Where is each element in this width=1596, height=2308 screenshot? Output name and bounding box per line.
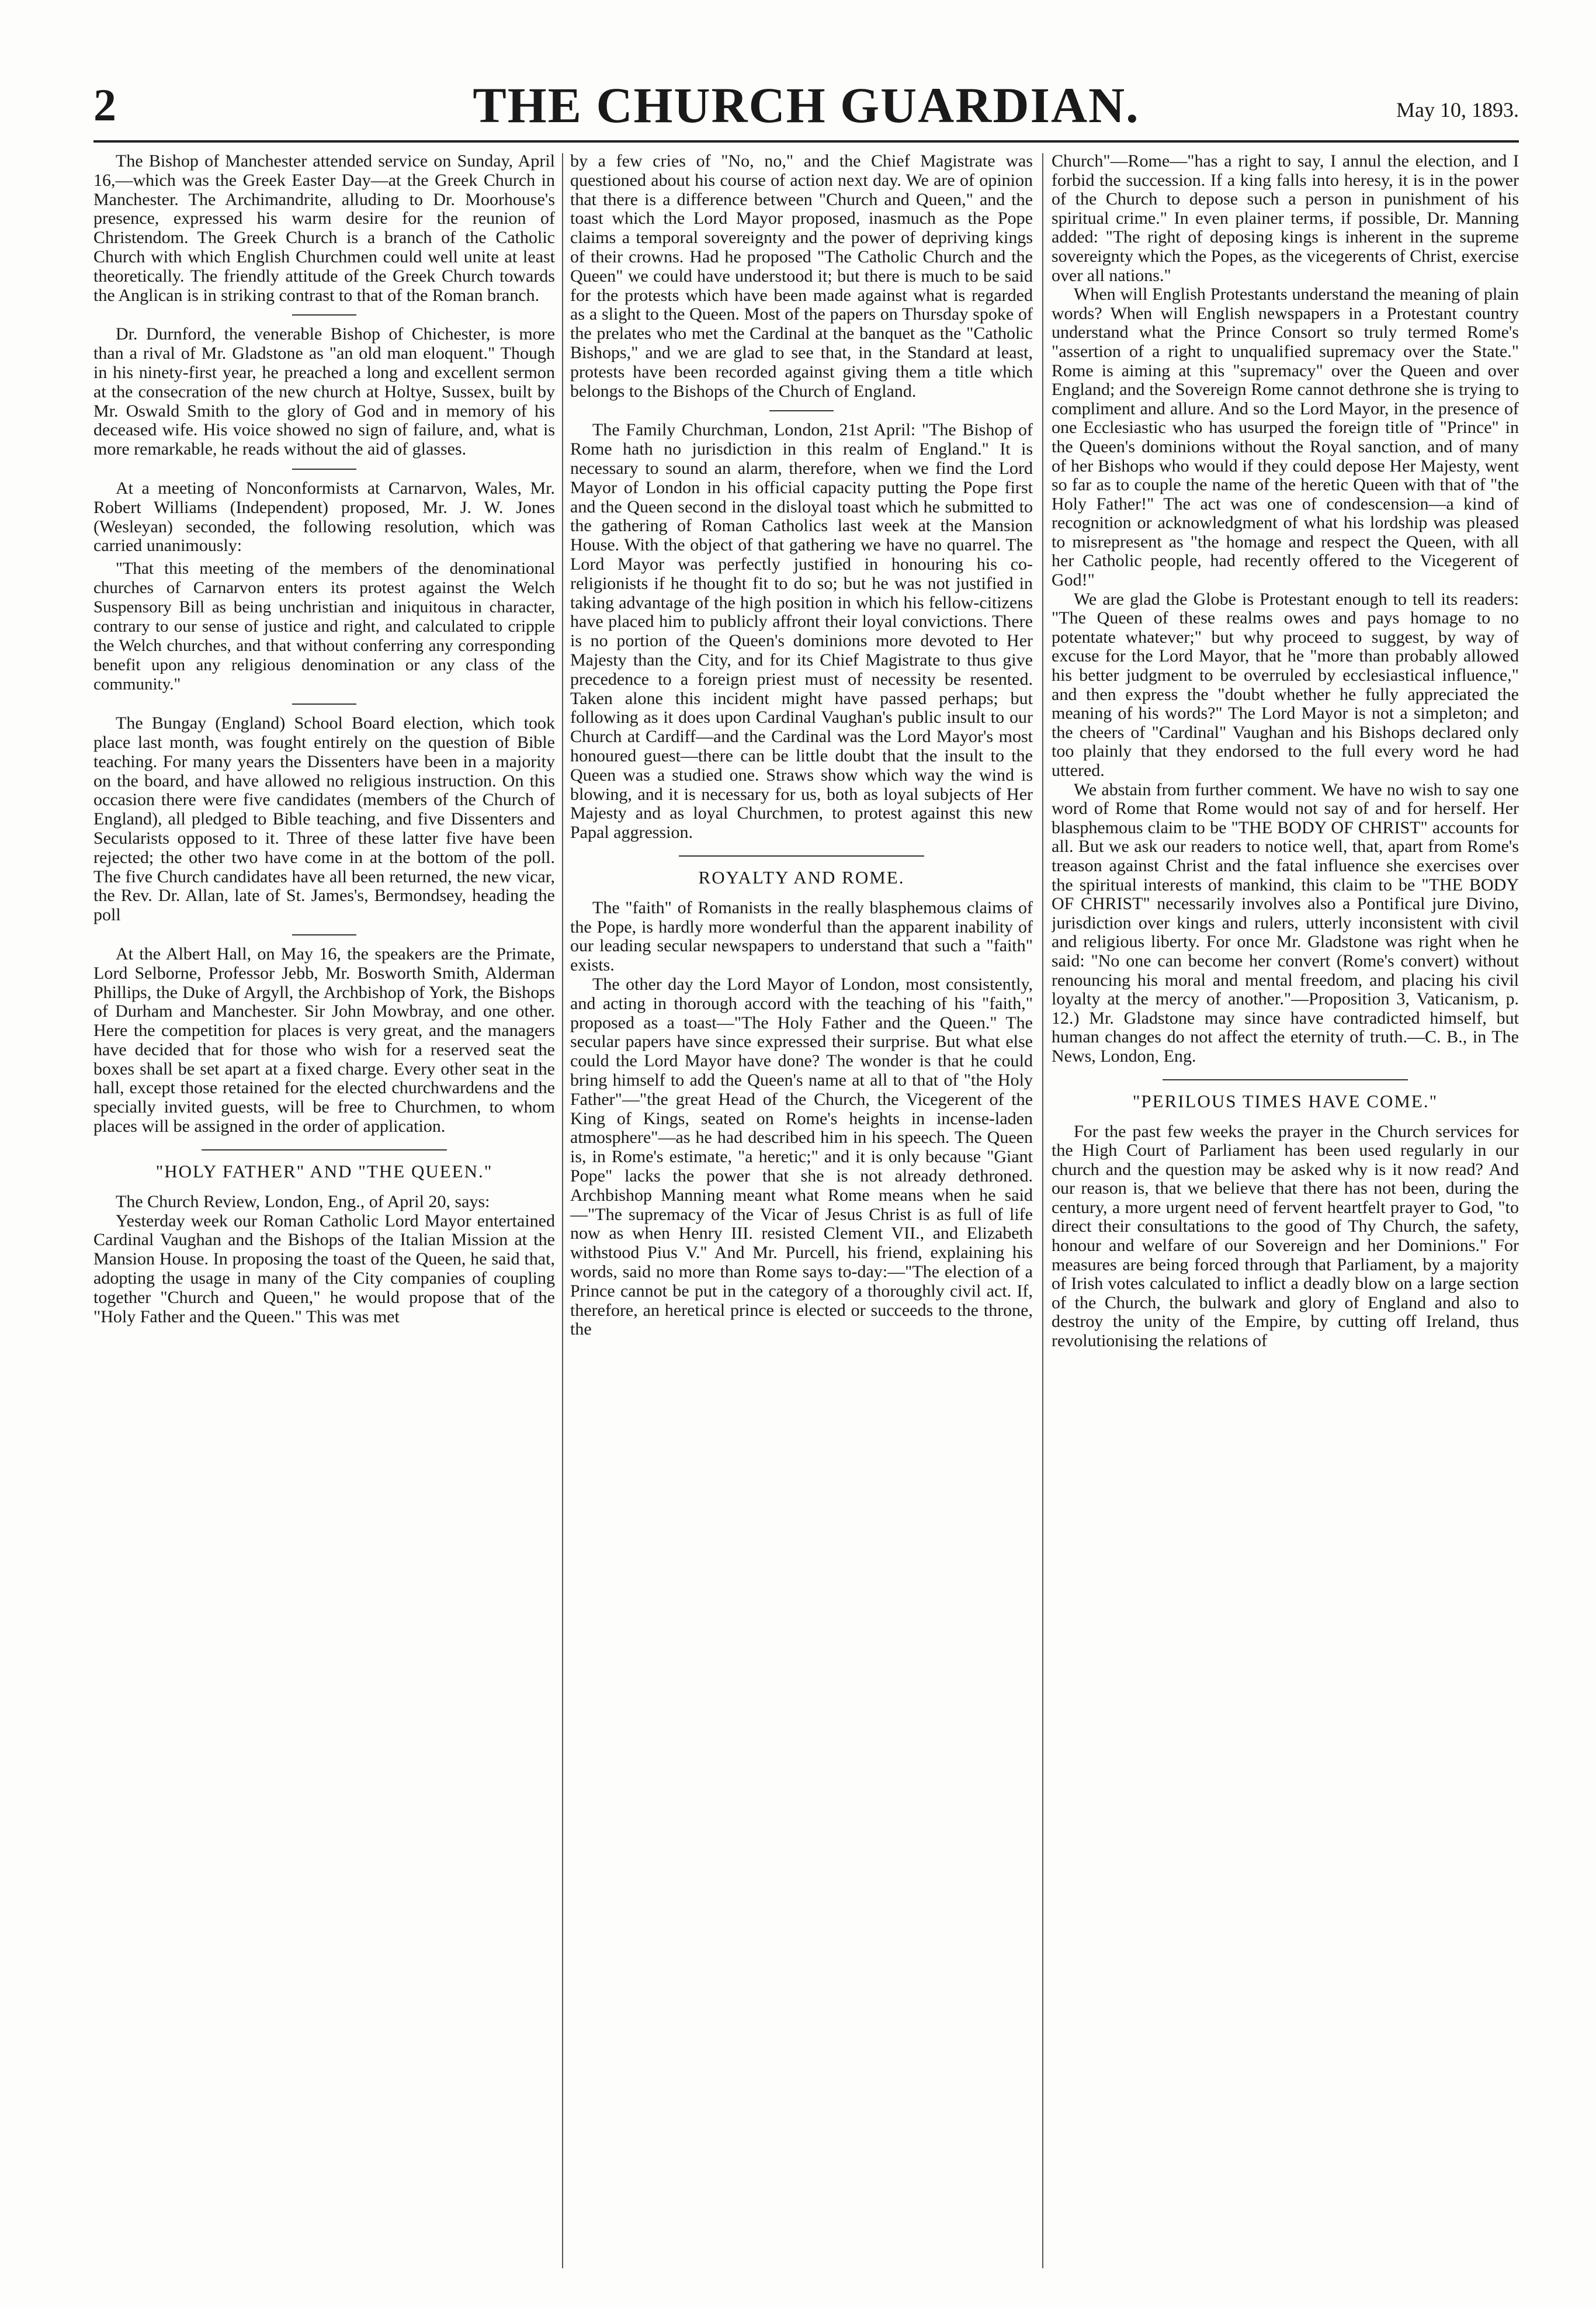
article-bishop-chichester: Dr. Durnford, the venerable Bishop of Chichester, is more than a rival of Mr. Gladstone as "an old man eloquent." Though in his ninety-first year, he preached a long and excellent sermon at the consecration of the new church at Holtye, Sussex, built by Mr. Oswald Smith to the glory of God and in memory of his deceased wife. His voice showed no sign of failure, and, what is more remarkable, he reads without the aid of glasses.	[93, 324, 555, 459]
section-heading-perilous-times: "PERILOUS TIMES HAVE COME."	[1132, 1090, 1438, 1111]
article-family-churchman: The Family Churchman, London, 21st April: "The Bishop of Rome hath no jurisdiction in this realm of England." It is necessary to sound an alarm, therefore, when we find the Lord Mayor of London in his official capacity putting the Pope first and the Queen second in the disloyal toast which he submitted to the gathering of Roman Catholics last week at the Mansion House. With the object of that gathering we have no quarrel. The Lord Mayor was perfectly justified in honouring his co-religionists if he thought fit to do so; but he was not justified in taking advantage of the high position in which his fellow-citizens have placed him to publicly affront their loyal convictions. There is no portion of the Queen's dominions more devoted to Her Majesty than the City, and for its Chief Magistrate to thus give precedence to a foreign priest must of necessity be resented. Taken alone this incident might have passed perhaps; but following as it does upon Cardinal Vaughan's public insult to our Church at Cardiff—and the Cardinal was the Lord Mayor's most honoured guest—there can be little doubt that the insult to the Queen was a studied one. Straws show which way the wind is blowing, and it is necessary for us, both as loyal subjects of Her Majesty and as loyal Churchmen, to protest against this new Papal aggression.	[570, 420, 1033, 843]
separator-rule	[292, 314, 356, 316]
separator-rule	[292, 934, 356, 935]
article-church-review-body: Yesterday week our Roman Catholic Lord Mayor entertained Cardinal Vaughan and the Bishops of the Italian Mission at the Mansion House. In proposing the toast of the Queen, he said that, adopting the usage in many of the City companies of coupling together "Church and Queen," he would propose that of the "Holy Father and the Queen." This was met	[93, 1211, 555, 1326]
article-carnarvon-meeting: At a meeting of Nonconformists at Carnarvon, Wales, Mr. Robert Williams (Independent) proposed, Mr. J. W. Jones (Wesleyan) seconded, the following resolution, which was carried unanimously:	[93, 478, 555, 556]
column-1	[93, 152, 555, 2273]
section-heading-royalty-rome: ROYALTY AND ROME.	[698, 867, 905, 888]
article-church-review-intro: The Church Review, London, Eng., of April 20, says:	[116, 1191, 490, 1211]
newspaper-title: THE CHURCH GUARDIAN.	[473, 77, 1140, 133]
article-toast-continued: by a few cries of "No, no," and the Chief Magistrate was questioned about his course of action next day. We are of opinion that there is a difference between "Church and Queen," and the toast which the Lord Mayor proposed, inasmuch as the Pope claims a temporal sovereignty and the power of depriving kings of their crowns. Had he proposed "The Catholic Church and the Queen" we could have understood it; but there is much to be said for the protests which have been made against what is regarded as a slight to the Queen. Most of the papers on Thursday spoke of the prelates who met the Cardinal at the banquet as the "Catholic Bishops," and we are glad to see that, in the Standard at least, protests have been recorded against giving them a title which belongs to the Bishops of the Church of England.	[570, 152, 1033, 401]
separator-rule	[292, 704, 356, 705]
column-3	[1052, 152, 1519, 2273]
section-heading-holy-father: "HOLY FATHER" AND "THE QUEEN."	[155, 1160, 493, 1181]
carnarvon-resolution-quote: "That this meeting of the members of the denominational churches of Carnarvon enters its protest against the Welch Suspensory Bill as being unchristian and iniquitous in character, contrary to our sense of justice and right, and calculated to cripple the Welch churches, and that without conferring any corresponding benefit upon any religious denomination or any class of the community."	[93, 559, 555, 694]
article-albert-hall: At the Albert Hall, on May 16, the speakers are the Primate, Lord Selborne, Professor Jebb, Mr. Bosworth Smith, Alderman Phillips, the Duke of Argyll, the Archbishop of York, the Bishops of Durham and Manchester. Sir John Mowbray, and one other. Here the competition for places is very great, and the managers have decided that for those who wish for a reserved seat the boxes shall be set apart at a fixed charge. Every other seat in the hall, except those retained for the elected churchwardens and the specially invited guests, will be free to Churchmen, to whom places will be assigned in the order of application.	[93, 944, 555, 1136]
page-number: 2	[93, 79, 116, 130]
separator-rule	[292, 469, 356, 470]
article-royalty-rome-intro: The "faith" of Romanists in the really blasphemous claims of the Pope, is hardly more wonderful than the apparent inability of our leading secular newspapers to understand that such a "faith" exists.	[570, 897, 1033, 975]
masthead	[93, 76, 1519, 134]
article-greek-church: The Bishop of Manchester attended service on Sunday, April 16,—which was the Greek Easter Day—at the Greek Church in Manchester. The Archimandrite, alluding to Dr. Moorhouse's presence, expressed his warm desire for the reunion of Christendom. The Greek Church is a branch of the Catholic Church with which English Churchmen could well unite at least theoretically. The friendly attitude of the Greek Church towards the Anglican is in striking contrast to that of the Roman branch.	[93, 152, 555, 305]
issue-date: May 10, 1893.	[1396, 98, 1519, 122]
column-divider	[1042, 153, 1043, 2268]
column-2	[570, 152, 1033, 2273]
article-rome-continued: Church"—Rome—"has a right to say, I annul the election, and I forbid the succession. If a king falls into heresy, it is in the power of the Church to depose such a person in punishment of his spiritual crime." In even plainer terms, if possible, Dr. Manning added: "The right of deposing kings is inherent in the supreme sovereignty which the Popes, as the vicegerents of Christ, exercise over all nations."	[1052, 152, 1519, 285]
section-rule	[679, 855, 924, 857]
section-rule	[202, 1149, 447, 1150]
article-royalty-rome-body: The other day the Lord Mayor of London, most consistently, and acting in thorough accord with the teaching of his "faith," proposed as a toast—"The Holy Father and the Queen." The secular papers have since expressed their surprise. But what else could the Lord Mayor have done? The wonder is that he could bring himself to add the Queen's name at all to that of "the Holy Father"—"the great Head of the Church, the Vicegerent of the King of Kings, seated on Rome's heights in incense-laden atmosphere"—as he had described him in his speech. The Queen is, in Rome's estimate, "a heretic;" and it is only because "Giant Pope" lacks the power that she is not already dethroned. Archbishop Manning meant what Rome means when he said—"The supremacy of the Vicar of Jesus Christ is as full of life now as when Henry III. resisted Clement VII., and Elizabeth withstood Pius V." And Mr. Purcell, his friend, explaining his words, said no more than Rome says to-day:—"The election of a Prince cannot be put in the category of a thoroughly civil act. If, therefore, an heretical prince is elected or succeeds to the throne, the	[570, 975, 1033, 1339]
article-bungay-election: The Bungay (England) School Board election, which took place last month, was fought entirely on the question of Bible teaching. For many years the Dissenters have been in a majority on the board, and have allowed no religious instruction. On this occasion there were five candidates (members of the Church of England), all pledged to Bible teaching, and five Dissenters and Secularists opposed to it. Three of these latter five have been rejected; the other two have come in at the bottom of the poll. The five Church candidates have all been returned, the new vicar, the Rev. Dr. Allan, late of St. James's, Bermondsey, heading the poll	[93, 713, 555, 925]
article-english-protestants: When will English Protestants understand the meaning of plain words? When will English newspapers in a Protestant country understand what the Prince Consort so truly termed Rome's "assertion of a right to unqualified supremacy over the State." Rome is aiming at this "supremacy" over the Queen and over England; and the Sovereign Rome cannot dethrone she is trying to compliment and allure. And so the Lord Mayor, in the presence of one Ecclesiastic who has usurped the foreign title of "Prince" in the Queen's dominions without the Royal sanction, and of many of her Bishops who would if they could depose Her Majesty, went so far as to couple the name of the heretic Queen with that of "the Holy Father!" The act was one of condescension—a kind of recognition or acknowledgment of what his lordship was pleased to misrepresent as "the homage and respect the Queen, with all her Catholic people, had recently offered to the Vicegerent of God!"	[1052, 285, 1519, 590]
article-globe: We are glad the Globe is Protestant enough to tell its readers: "The Queen of these realms owes and pays homage to no potentate whatever;" but why proceed to suggest, by way of excuse for the Lord Mayor, that he "more than probably allowed his better judgment to be overruled by ecclesiastical influence," and then express the "doubt whether he fully appreciated the meaning of his words?" The Lord Mayor is not a simpleton; and the cheers of "Cardinal" Vaughan and his Bishops declared only too plainly that they endorsed to the full every word he had uttered.	[1052, 589, 1519, 780]
column-divider	[562, 153, 563, 2268]
section-rule	[1163, 1079, 1408, 1080]
masthead-rule	[93, 140, 1519, 143]
article-further-comment: We abstain from further comment. We have no wish to say one word of Rome that Rome would not say of and for herself. Her blasphemous claim to be "THE BODY OF CHRIST" accounts for all. But we ask our readers to notice well, that, apart from Rome's treason against Christ and the fatal influence she exercises over the spiritual interests of mankind, this claim to be "THE BODY OF CHRIST" necessarily involves also a Pontifical jure Divino, jurisdiction over kings and rulers, utterly inconsistent with civil and religious liberty. For once Mr. Gladstone was right when he said: "No one can become her convert (Rome's convert) without renouncing his moral and mental freedom, and placing his civil loyalty at the mercy of another."—Proposition 3, Vaticanism, p. 12.) Mr. Gladstone may since have contradicted himself, but human changes do not affect the eternity of truth.—C. B., in The News, London, Eng.	[1052, 779, 1519, 1066]
article-perilous-times-body: For the past few weeks the prayer in the Church services for the High Court of Parliament has been used regularly in our church and the question may be asked why is it now read? And our reason is, that we believe that there has not been, during the century, a more urgent need of fervent heartfelt prayer to God, "to direct their consultations to the good of Thy Church, the safety, honour and welfare of our Sovereign and her Dominions." For measures are being forced through that Parliament, by a majority of Irish votes calculated to inflict a deadly blow on a large section of the Church, the bulwark and glory of England and also to destroy the unity of the Empire, by cutting off Ireland, thus revolutionising the relations of	[1052, 1121, 1519, 1351]
separator-rule	[769, 410, 834, 411]
